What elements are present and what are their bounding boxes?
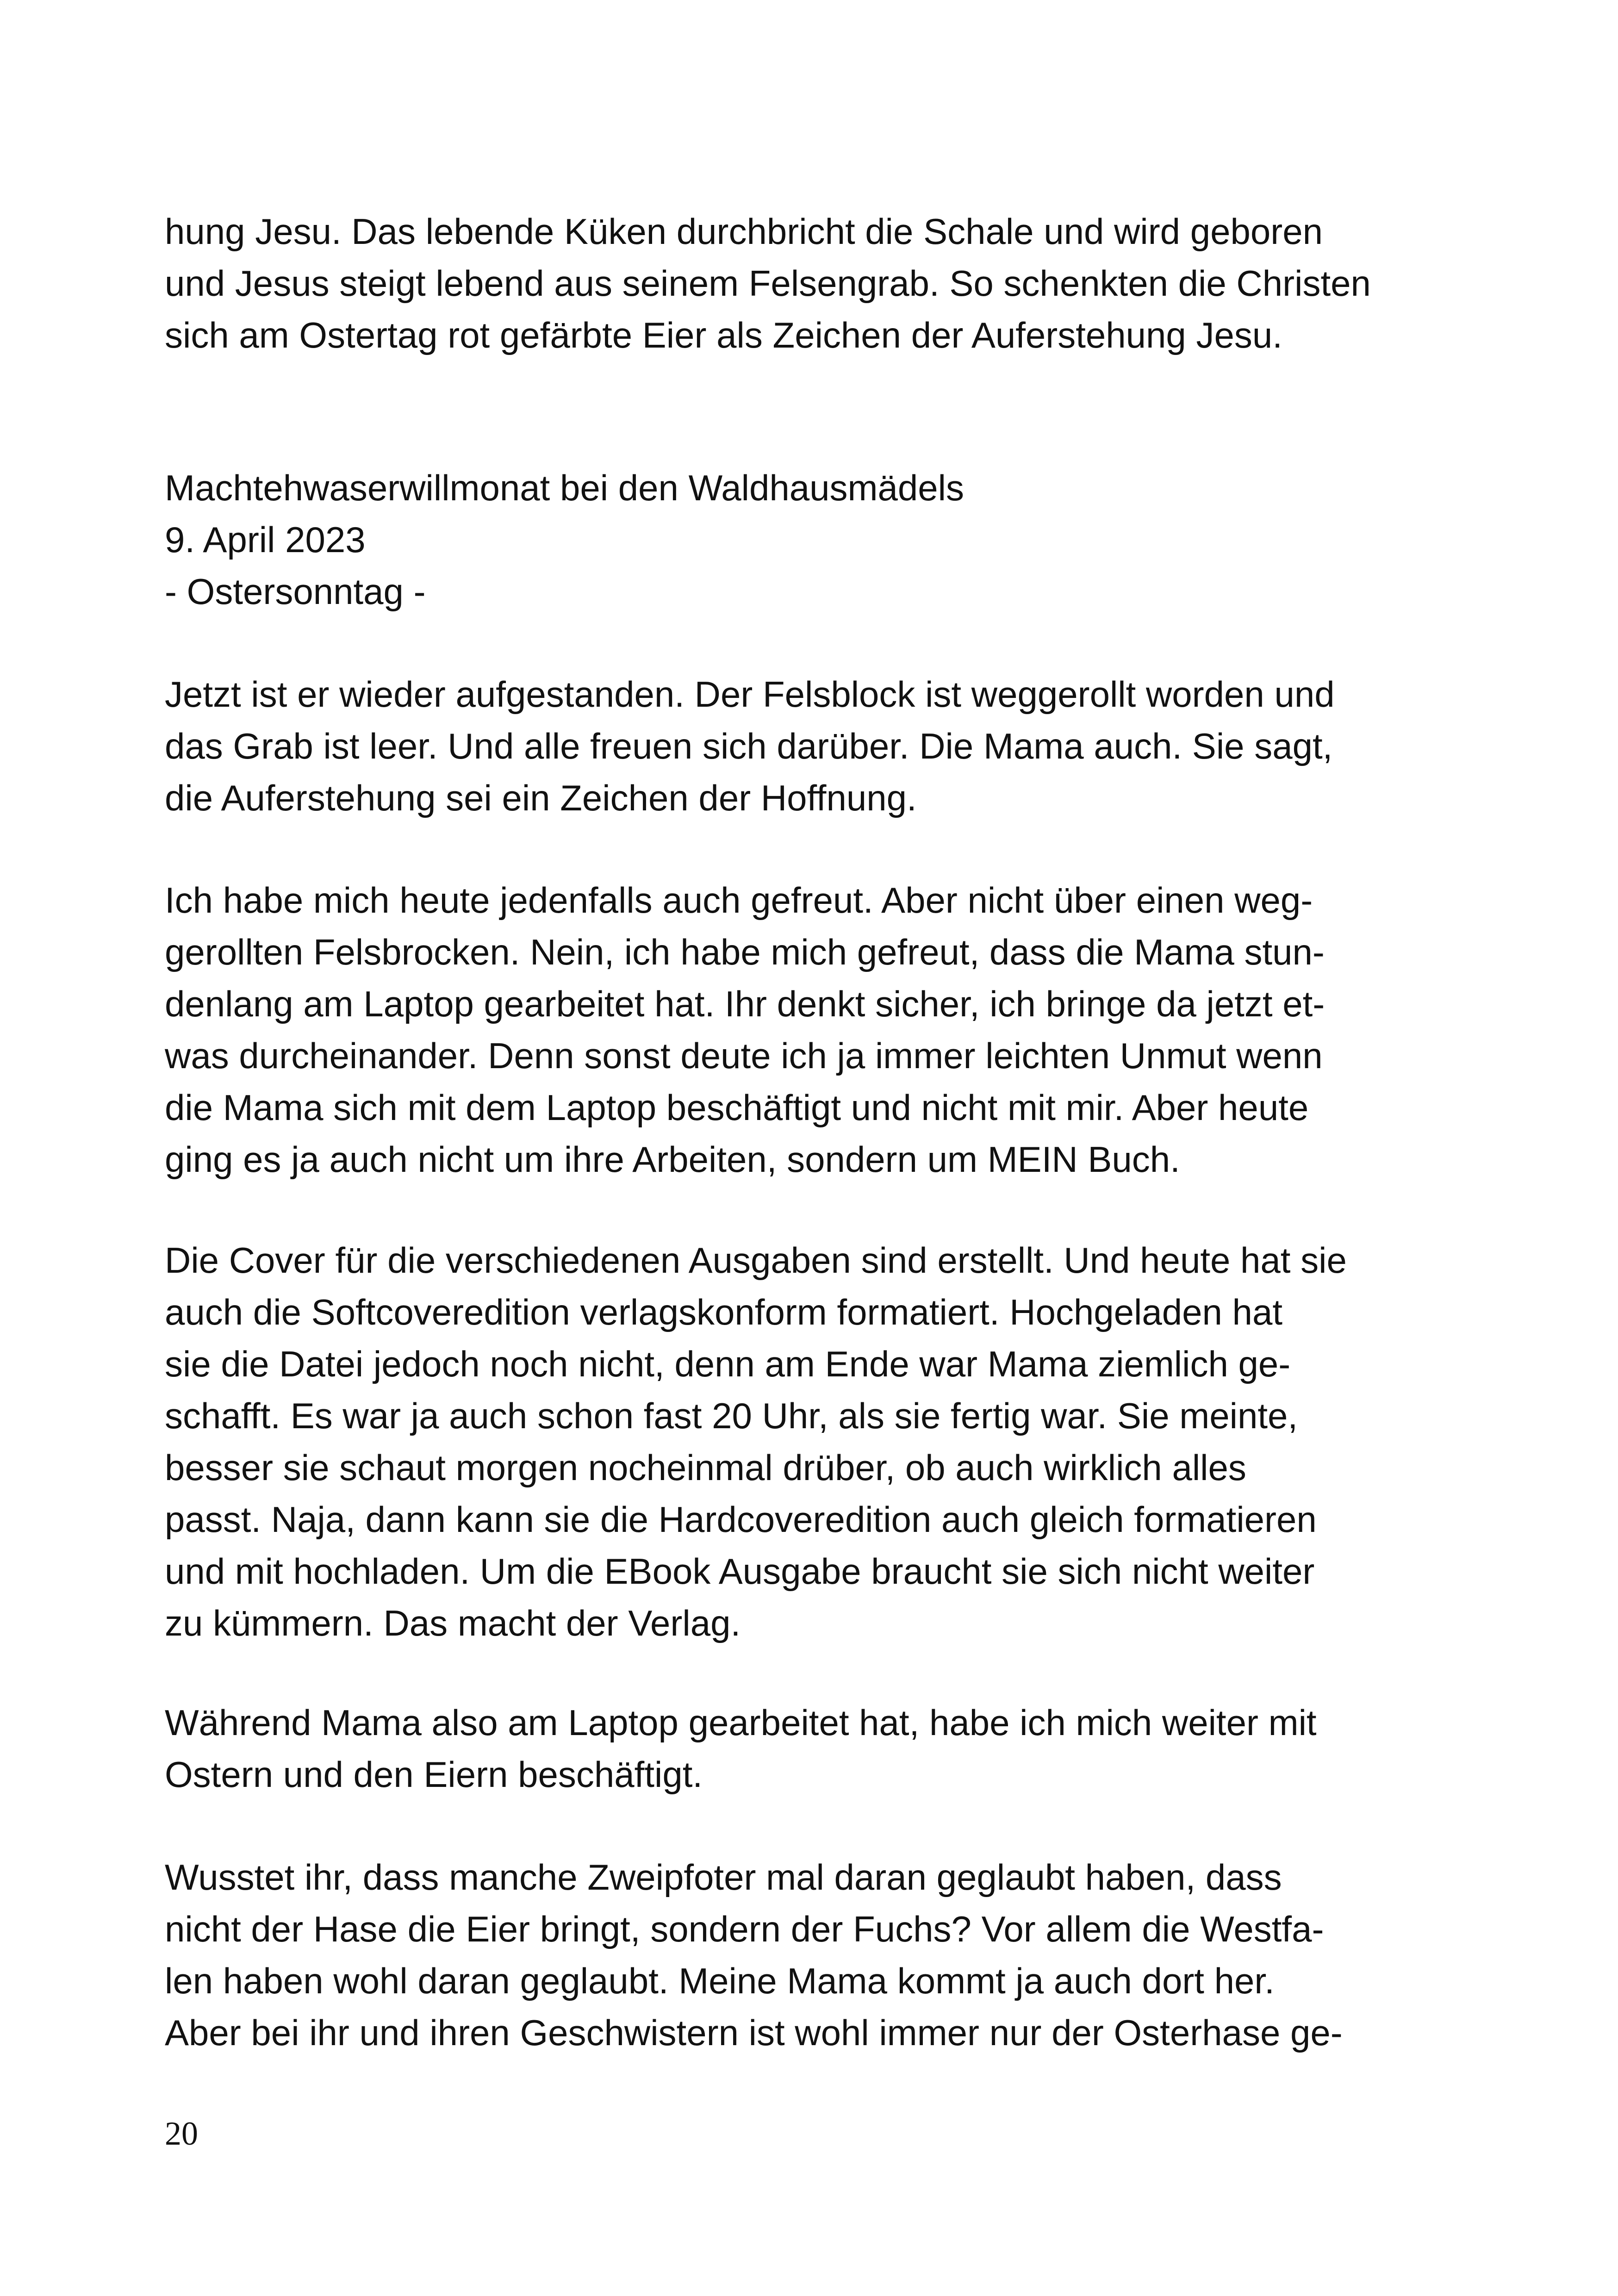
text-line: das Grab ist leer. Und alle freuen sich darüber. Die Mama auch. Sie sagt,: [165, 726, 1333, 766]
text-line: Ich habe mich heute jedenfalls auch gefreut. Aber nicht über einen weg-: [165, 880, 1313, 921]
text-line: und mit hochladen. Um die EBook Ausgabe braucht sie sich nicht weiter: [165, 1551, 1315, 1592]
text-line: ging es ja auch nicht um ihre Arbeiten, sondern um MEIN Buch.: [165, 1139, 1180, 1180]
text-line: besser sie schaut morgen nocheinmal drüber, ob auch wirklich alles: [165, 1447, 1246, 1488]
text-line: nicht der Hase die Eier bringt, sondern der Fuchs? Vor allem die Westfa-: [165, 1909, 1324, 1949]
entry-title: Machtehwaserwillmonat bei den Waldhausmädels: [165, 467, 964, 508]
text-line: sich am Ostertag rot gefärbte Eier als Zeichen der Auferstehung Jesu.: [165, 315, 1282, 355]
text-line: len haben wohl daran geglaubt. Meine Mama kommt ja auch dort her.: [165, 1960, 1275, 2001]
text-line: Die Cover für die verschiedenen Ausgaben sind erstellt. Und heute hat sie: [165, 1240, 1347, 1281]
paragraph-cover: [165, 1234, 1461, 1649]
entry-date: 9. April 2023: [165, 519, 366, 560]
paragraph-easter: [165, 1697, 1461, 1800]
text-line: schafft. Es war ja auch schon fast 20 Uhr, als sie fertig war. Sie meinte,: [165, 1395, 1298, 1436]
text-line: Jetzt ist er wieder aufgestanden. Der Felsblock ist weggerollt worden und: [165, 674, 1335, 715]
paragraph-fox: [165, 1851, 1461, 2059]
page-number: 20: [165, 2115, 198, 2152]
paragraph-intro: [165, 205, 1461, 361]
text-line: gerollten Felsbrocken. Nein, ich habe mich gefreut, dass die Mama stun-: [165, 932, 1325, 972]
text-line: denlang am Laptop gearbeitet hat. Ihr denkt sicher, ich bringe da jetzt et-: [165, 983, 1325, 1024]
text-line: Ostern und den Eiern beschäftigt.: [165, 1754, 703, 1795]
text-line: hung Jesu. Das lebende Küken durchbricht die Schale und wird geboren: [165, 211, 1323, 252]
text-line: die Auferstehung sei ein Zeichen der Hoffnung.: [165, 778, 917, 818]
text-line: und Jesus steigt lebend aus seinem Felsengrab. So schenkten die Christen: [165, 263, 1371, 304]
text-line: Während Mama also am Laptop gearbeitet hat, habe ich mich weiter mit: [165, 1702, 1317, 1743]
text-line: zu kümmern. Das macht der Verlag.: [165, 1603, 741, 1643]
text-line: die Mama sich mit dem Laptop beschäftigt und nicht mit mir. Aber heute: [165, 1087, 1309, 1128]
paragraph-resurrection: [165, 668, 1461, 824]
text-line: Wusstet ihr, dass manche Zweipfoter mal daran geglaubt haben, dass: [165, 1857, 1282, 1898]
entry-occasion: - Ostersonntag -: [165, 571, 426, 612]
text-line: sie die Datei jedoch noch nicht, denn am Ende war Mama ziemlich ge-: [165, 1344, 1291, 1384]
text-line: was durcheinander. Denn sonst deute ich ja immer leichten Unmut wenn: [165, 1035, 1323, 1076]
paragraph-laptop: [165, 874, 1461, 1185]
entry-heading: [165, 462, 1461, 617]
text-line: Aber bei ihr und ihren Geschwistern ist wohl immer nur der Osterhase ge-: [165, 2012, 1343, 2053]
text-line: passt. Naja, dann kann sie die Hardcoveredition auch gleich formatieren: [165, 1499, 1317, 1540]
text-line: auch die Softcoveredition verlagskonform formatiert. Hochgeladen hat: [165, 1292, 1282, 1332]
